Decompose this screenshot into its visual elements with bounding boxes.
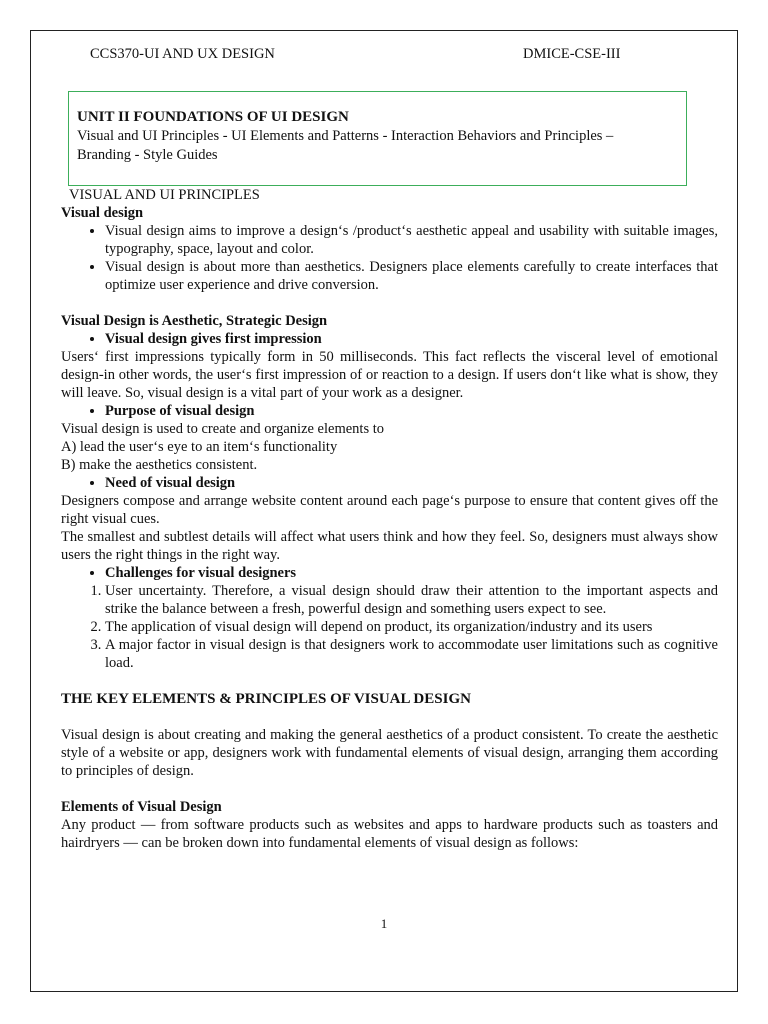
subheading-elements-visual-design: Elements of Visual Design	[61, 799, 222, 815]
unit-topics-line-1: Visual and UI Principles - UI Elements and Patterns - Interaction Behaviors and Principles –	[77, 128, 614, 144]
subtopic-purpose: • Purpose of visual design	[105, 402, 718, 420]
list-item: • Visual design is about more than aesthetics. Designers place elements carefully to create interfaces that optimize user experience and drive conversion.	[105, 258, 718, 294]
list-item: 3. A major factor in visual design is that designers work to accommodate user limitations such as cognitive load.	[105, 636, 718, 672]
first-impression-text: Users‘ first impressions typically form in 50 milliseconds. This fact reflects the visceral level of emotional design-in other words, the user‘s first impression of or reaction to a design. If users don‘t like what is show, they will leave. So, visual design is a vital part of your work as a designer.	[61, 349, 718, 401]
challenges-list	[61, 582, 718, 672]
subtopic-challenges: • Challenges for visual designers	[105, 564, 718, 582]
key-elements-intro: Visual design is about creating and making the general aesthetics of a product consistent. To create the aesthetic style of a website or app, designers work with fundamental elements of visual design, arranging them according to principles of design.	[61, 727, 718, 779]
purpose-heading-list	[61, 402, 718, 420]
list-item: 2. The application of visual design will depend on product, its organization/industry and its users	[105, 618, 718, 636]
purpose-line: Visual design is used to create and organize elements to	[61, 421, 385, 437]
need-paragraph: The smallest and subtlest details will affect what users think and how they feel. So, designers must always show users the right things in the right way.	[61, 529, 718, 563]
section-heading-key-elements: THE KEY ELEMENTS & PRINCIPLES OF VISUAL DESIGN	[61, 691, 471, 707]
document-body	[61, 186, 718, 852]
need-paragraph: Designers compose and arrange website content around each page‘s purpose to ensure that content gives off the right visual cues.	[61, 493, 718, 527]
subtopic-first-impression: • Visual design gives first impression	[105, 330, 718, 348]
unit-summary-box	[68, 91, 687, 186]
page-number: 1	[380, 916, 388, 931]
list-item: • Visual design aims to improve a design‘s /product‘s aesthetic appeal and usability with suitable images, typography, space, layout and color.	[105, 222, 718, 258]
unit-topics-line-2: Branding - Style Guides	[77, 147, 218, 163]
subheading-visual-design: Visual design	[61, 205, 144, 221]
elements-text: Any product — from software products such as websites and apps to hardware products such as toasters and hairdryers — can be broken down into fundamental elements of visual design as follows:	[61, 817, 718, 851]
header-department: DMICE-CSE-III	[523, 46, 621, 62]
purpose-line: B) make the aesthetics consistent.	[61, 457, 258, 473]
challenges-heading-list	[61, 564, 718, 582]
subheading-aesthetic-strategic: Visual Design is Aesthetic, Strategic Design	[61, 313, 328, 329]
first-impression-heading-list	[61, 330, 718, 348]
header-course-code: CCS370-UI AND UX DESIGN	[90, 46, 275, 62]
unit-title: UNIT II FOUNDATIONS OF UI DESIGN	[77, 109, 349, 125]
list-item: 1. User uncertainty. Therefore, a visual design should draw their attention to the important aspects and strike the balance between a fresh, powerful design and something users expect to see.	[105, 582, 718, 618]
need-heading-list	[61, 474, 718, 492]
purpose-line: A) lead the user‘s eye to an item‘s functionality	[61, 439, 338, 455]
visual-design-bullets	[61, 222, 718, 294]
subtopic-need: • Need of visual design	[105, 474, 718, 492]
section-heading-visual-ui-principles: VISUAL AND UI PRINCIPLES	[69, 187, 260, 203]
